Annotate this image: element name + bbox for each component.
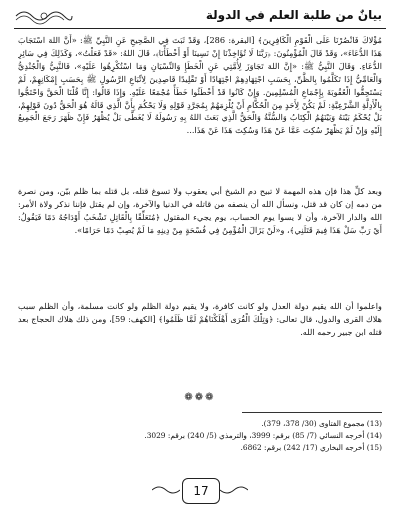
footnote: (14) أخرجه النسائي (7/ 85) برقم: 3999، والترمذي (5/ 240) برقم: 3029. <box>144 431 382 441</box>
paragraph-1: مُؤْلاكَ فَانْصُرْنَا عَلَى الْقَوْمِ الْكَافِرِينَ﴾ [البقرة: 286]، وَقَدْ ثَبَتَ فِي الصَّحِيحِ عَنِ النَّبِيِّ ﷺ: «أَنَّ اللهَ اسْتَجَابَ هَذَا الدُّعَاءَ»، وَقَدْ قَالَ الْمُؤْمِنُونَ: ﴿رَبَّنَا لَا تُؤَاخِذْنَا إِنْ نَسِينَا أَوْ أَخْطَأْنَا﴾، قَالَ اللهُ: «قَدْ فَعَلْتُ»، وَكَذَلِكَ فِي سَائِرِ الدُّعَاءِ. وَقَالَ النَّبِيُّ ﷺ: «إِنَّ اللهَ تَجَاوَزَ لِأُمَّتِي عَنِ الْخَطَإِ وَالنِّسْيَانِ وَمَا اسْتُكْرِهُوا عَلَيْهِ»، فَالنَّبِيُّ وَالْجُنْدِيُّ وَالْعَامِّيُّ إِذَا تَكَلَّمُوا بِالظَّنِّ، بِحَسَبِ اجْتِهَادِهِمْ اجْتِهَادًا أَوْ تَقْلِيدًا قَاصِدِينَ لِاتِّبَاعِ الرَّسُولِ ﷺ بِحَسَبِ إِمْكَانِهِمْ، لَمْ يَسْتَحِقُّوا الْعُقُوبَةَ بِإِجْمَاعِ الْمُسْلِمِينَ. وَإِنْ كَانُوا قَدْ أَخْطَئُوا خَطَأً مُجْمَعًا عَلَيْهِ. وَإِذَا قَالُوا: إِنَّا قُلْنَا الْحَقَّ وَاحْتَجُّوا بِالْأَدِلَّةِ الشَّرْعِيَّةِ: لَمْ يَكُنْ لِأَحَدٍ مِنَ الْحُكَّامِ أَنْ يُلْزِمَهُمْ بِمُجَرَّدِ قَوْلِهِ وَلَا يَحْكُمَ بِأَنَّ الَّذِي قَالَهُ هُوَ الْحَقُّ دُونَ قَوْلِهِمْ، بَلْ يُحْكَمُ بَيْنَهُ وَبَيْنَهُمُ الْكِتَابُ وَالسُّنَّةُ وَالْحَقُّ الَّذِي بَعَثَ اللهُ بِهِ رَسُولَهُ لَا يُغَطَّى بَلْ يُظْهَرُ فَإِنْ ظَهَرَ رَجَعَ الْجَمِيعُ إِلَيْهِ وَإِنْ لَمْ يَظْهَرْ سُكِتَ عَمَّا عَنْ هَذَا وَسُكِتَ هَذَا عَنْ هَذَا... <box>18 35 382 136</box>
paragraph-2: وبعد كلِّ هذا فإن هذه المهمة لا تبيح دم الشيخ أبي يعقوب ولا تسوغ قتله، بل قتله بما ظلم بيّن، ومن نصرة من دمه إن كان قد قتل، ونسأل الله أن ينصفه من قاتله في الدنيا والآخرة، وإن لم يقتل فإننا نذكر ولاة الأمر: الله والدار الآخرة، وأن لا يسوا يوم الحساب، يوم يجيء المقتول ﴿مُتَعَلِّقًا بِالْقَاتِلِ تَشْخَبُ أَوْدَاجُهُ دَمًا فَيَقُولُ: أَيْ رَبِّ سَلْ هَذَا فِيمَ قَتَلَنِي﴾، و«لَنْ يَزَالَ الْمُؤْمِنُ فِي فُسْحَةٍ مِنْ دِينِهِ مَا لَمْ يُصِبْ دَمًا حَرَامًا». <box>18 186 382 235</box>
footnote: (15) أخرجه البخاري (17/ 242) برقم: 6862. <box>240 443 382 453</box>
header-rule <box>14 28 386 29</box>
page-title: بيانٌ من طلبة العلم في الدولة <box>205 8 382 22</box>
footnote-rule <box>242 412 382 413</box>
footnote: (13) مجموع الفتاوى (30/ 378، 379). <box>261 419 382 428</box>
page-footer <box>0 476 400 506</box>
paragraph-3: واعلموا أن الله يقيم دولة العدل ولو كانت كافرة، ولا يقيم دولة الظلم ولو كانت مسلمة، وأن الظلم سبب هلاك القرى والدول، قال تعالى: ﴿وَتِلْكَ الْقُرَى أَهْلَكْنَاهُمْ لَمَّا ظَلَمُوا﴾ [الكهف: 59]، ومن ذلك هلاك الحجاج بعد قتله ابن جبير رحمه الله. <box>18 301 382 337</box>
main-text <box>18 34 382 356</box>
footnotes <box>18 418 382 455</box>
page-number: 17 <box>182 478 220 504</box>
footer-ornament-left <box>152 484 180 496</box>
footer-ornament-right <box>220 484 248 496</box>
section-separator: ❁❁❁ <box>184 392 216 403</box>
page-header <box>14 6 386 26</box>
header-ornament <box>14 6 74 26</box>
